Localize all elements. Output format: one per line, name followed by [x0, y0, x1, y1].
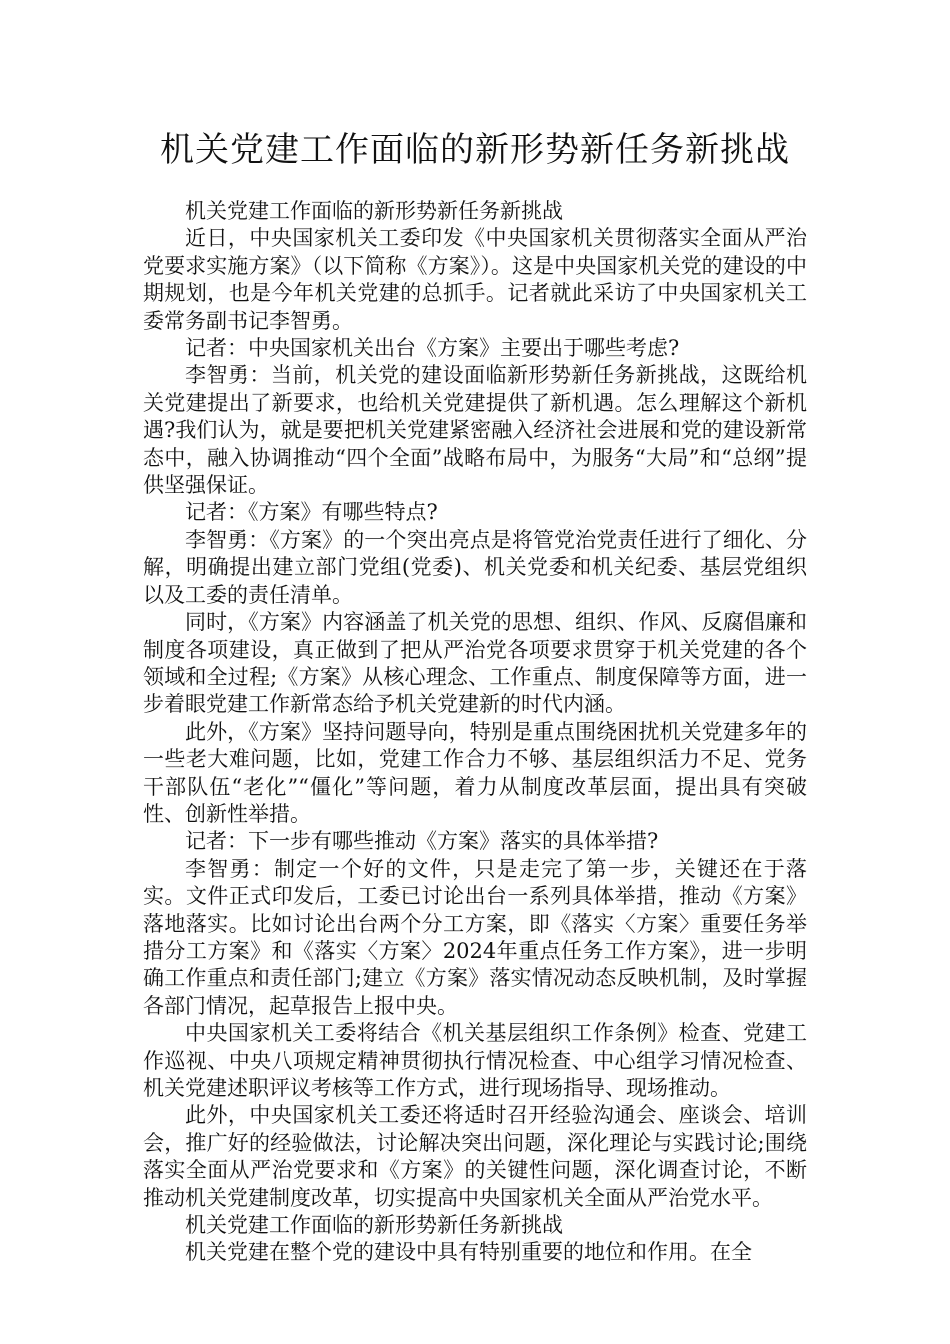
document-body — [143, 198, 807, 1267]
paragraph-question-3: 记者：下一步有哪些推动《方案》落实的具体举措? — [185, 829, 659, 854]
paragraph-intro: 近日，中央国家机关工委印发《中央国家机关贯彻落实全面从严治党要求实施方案》（以下简称《方案》）。这是中央国家机关党的建设的中期规划，也是今年机关党建的总抓手。记者就此采访了中央国家机关工委常务副书记李智勇。 — [143, 226, 807, 333]
paragraph-question-2: 记者：《方案》有哪些特点? — [185, 500, 438, 525]
paragraph-answer-1: 李智勇：当前，机关党的建设面临新形势新任务新挑战，这既给机关党建提出了新要求，也给机关党建提供了新机遇。怎么理解这个新机遇?我们认为，就是要把机关党建紧密融入经济社会进展和党的建设新常态中，融入协调推动“四个全面”战略布局中，为服务“大局”和“总纲”提供坚强保证。 — [143, 363, 807, 498]
paragraph-section-heading: 机关党建工作面临的新形势新任务新挑战 — [185, 1213, 563, 1238]
paragraph-answer-2b: 同时，《方案》内容涵盖了机关党的思想、组织、作风、反腐倡廉和制度各项建设，真正做到了把从严治党各项要求贯穿于机关党建的各个领域和全过程;《方案》从核心理念、工作重点、制度保障等方面，进一步着眼党建工作新常态给予机关党建新的时代内涵。 — [143, 610, 807, 717]
document-title: 机关党建工作面临的新形势新任务新挑战 — [160, 130, 790, 170]
paragraph-answer-2c: 此外，《方案》坚持问题导向，特别是重点围绕困扰机关党建多年的一些老大难问题，比如，党建工作合力不够、基层组织活力不足、党务干部队伍“老化”“僵化”等问题，着力从制度改革层面，提出具有突破性、创新性举措。 — [143, 719, 807, 826]
paragraph-answer-3b: 中央国家机关工委将结合《机关基层组织工作条例》检查、党建工作巡视、中央八项规定精神贯彻执行情况检查、中心组学习情况检查、机关党建述职评议考核等工作方式，进行现场指导、现场推动。 — [143, 1021, 807, 1100]
paragraph-answer-3c: 此外，中央国家机关工委还将适时召开经验沟通会、座谈会、培训会，推广好的经验做法，讨论解决突出问题，深化理论与实践讨论;围绕落实全面从严治党要求和《方案》的关键性问题，深化调查讨论，不断推动机关党建制度改革，切实提高中央国家机关全面从严治党水平。 — [143, 1103, 807, 1210]
paragraph-answer-3: 李智勇：制定一个好的文件，只是走完了第一步，关键还在于落实。文件正式印发后，工委已讨论出台一系列具体举措，推动《方案》落地落实。比如讨论出台两个分工方案，即《落实〈方案〉重要任务举措分工方案》和《落实〈方案〉2024年重点任务工作方案》，进一步明确工作重点和责任部门;建立《方案》落实情况动态反映机制，及时掌握各部门情况，起草报告上报中央。 — [143, 856, 807, 1018]
paragraph-question-1: 记者：中央国家机关出台《方案》主要出于哪些考虑? — [185, 336, 680, 361]
paragraph-answer-2: 李智勇：《方案》的一个突出亮点是将管党治党责任进行了细化、分解，明确提出建立部门党组(党委)、机关党委和机关纪委、基层党组织以及工委的责任清单。 — [143, 527, 807, 607]
paragraph-closing: 机关党建在整个党的建设中具有特别重要的地位和作用。在全 — [185, 1240, 752, 1265]
paragraph-subtitle: 机关党建工作面临的新形势新任务新挑战 — [185, 199, 563, 223]
